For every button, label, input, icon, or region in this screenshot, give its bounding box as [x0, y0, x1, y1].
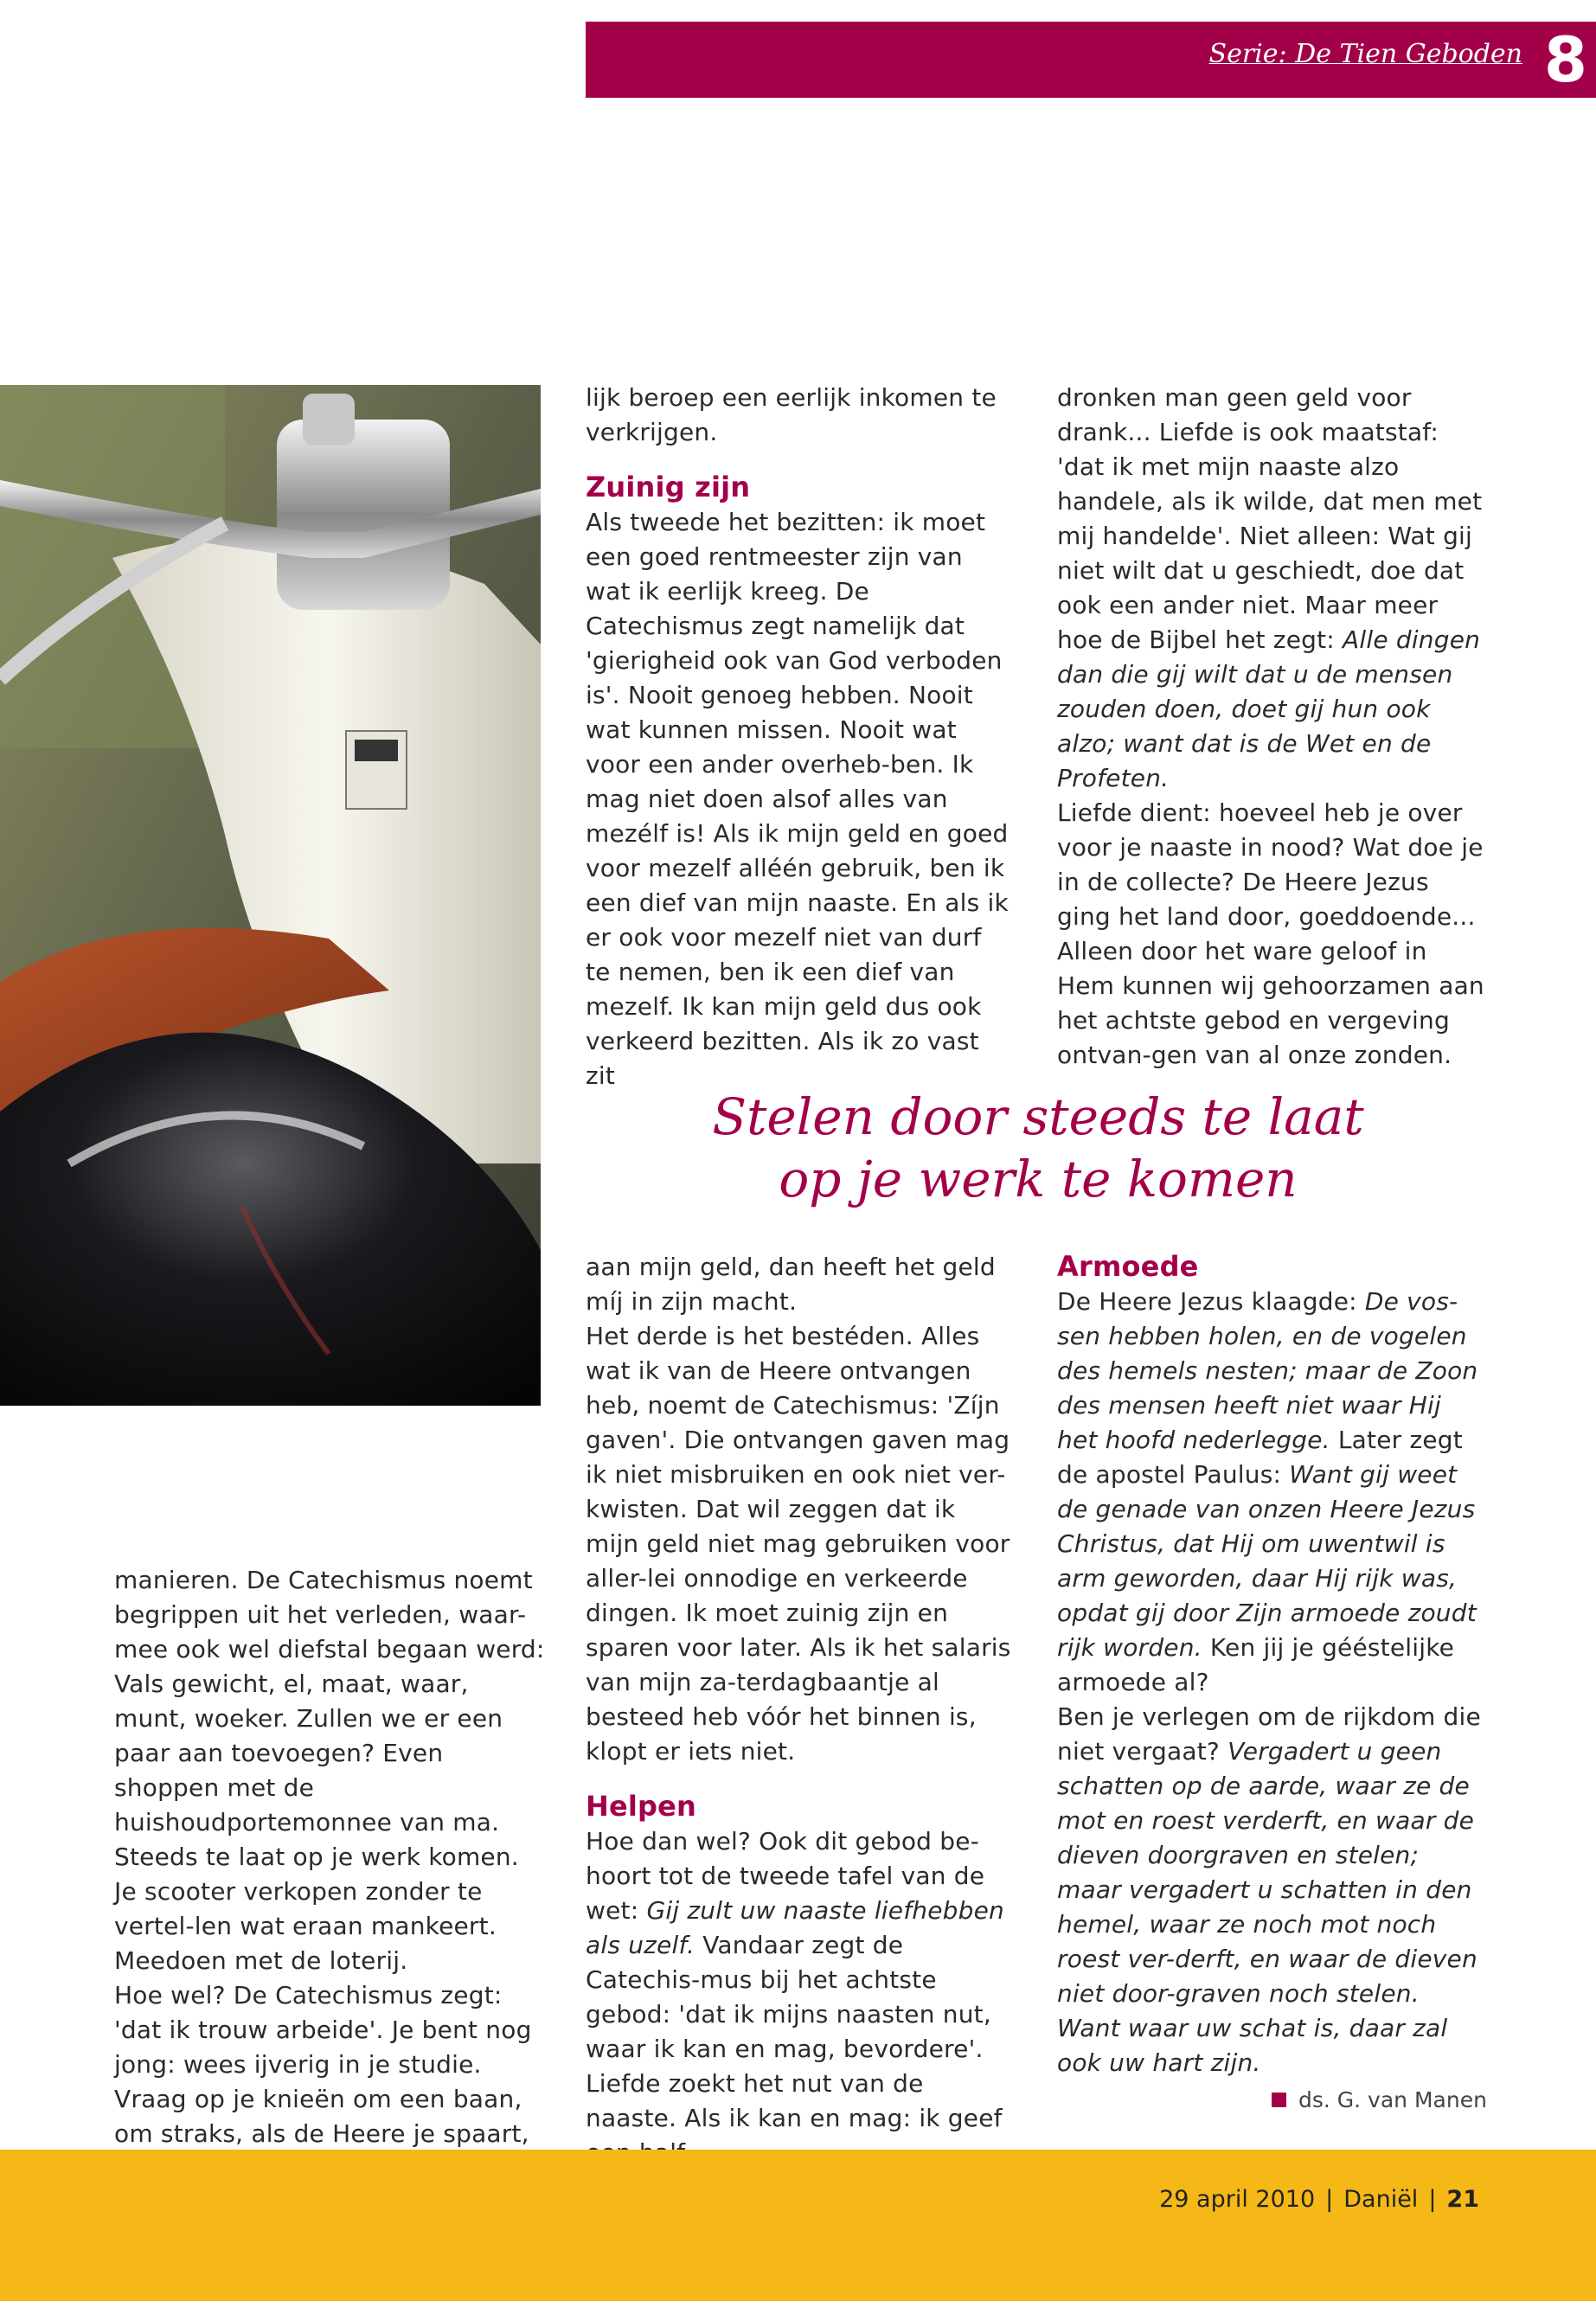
series-number: 8	[1543, 23, 1587, 96]
square-bullet-icon	[1272, 2093, 1286, 2107]
series-title: Serie: De Tien Geboden	[1208, 39, 1522, 69]
column-top-middle	[586, 381, 1014, 1093]
paragraph: manieren. De Catechismus noemt begrippen uit het verleden, waar-mee ook wel diefstal begaan werd: Vals gewicht, el, maat, waar, munt, woeker. Zullen we er een paar aan toevoegen? Even shoppen met de huishoudportemonnee van ma. Steeds te laat op je werk komen. Je scooter verkopen zonder te vertel-len wat eraan mankeert. Meedoen met de loterij.	[114, 1566, 545, 1975]
text-run: Ken jij je gééstelijke armoede al?	[1057, 1633, 1455, 1696]
separator: |	[1325, 2186, 1334, 2213]
pull-quote-line: Stelen door steeds te laat	[712, 1087, 1364, 1146]
paragraph: Liefde dient: hoeveel heb je over voor je naaste in nood? Wat doe je in de collecte? De Heere Jezus ging het land door, goeddoende... Alleen door het ware geloof in Hem kunnen wij gehoorzamen aan het achtste gebod en vergeving ontvan-gen van al onze zonden.	[1057, 798, 1484, 1069]
paragraph	[1057, 1285, 1485, 1700]
bible-quote: De vos-sen hebben holen, en de vogelen des hemels nesten; maar de Zoon des mensen heeft niet waar Hij het hoofd nederlegge.	[1057, 1287, 1478, 1454]
column-bottom-right	[1057, 1248, 1485, 2080]
paragraph: aan mijn geld, dan heeft het geld míj in zijn macht.	[586, 1253, 996, 1316]
paragraph: Hoe wel? De Catechismus zegt: 'dat ik trouw arbeide'. Je bent nog jong: wees ijverig in je studie. Vraag op je knieën om een baan, om straks, als de Heere je spaart,	[114, 1981, 532, 2148]
section-heading: Zuinig zijn	[586, 471, 751, 503]
section-heading: Armoede	[1057, 1250, 1199, 1283]
paragraph: Liefde zoekt het nut van de naaste. Als ik kan en mag: ik geef	[586, 2069, 1003, 2132]
footer-band	[0, 2150, 1596, 2301]
pull-quote-line: op je werk te komen	[779, 1150, 1298, 1208]
issue-date: 29 april 2010	[1159, 2186, 1316, 2213]
text-run: Hoe dan wel? Ook dit gebod be-hoort tot de tweede tafel van de wet:	[586, 1827, 985, 1925]
paragraph: lijk beroep een eerlijk inkomen te verkrijgen.	[586, 383, 997, 446]
text-run: De Heere Jezus klaagde:	[1057, 1287, 1365, 1316]
pull-quote	[692, 1086, 1384, 1210]
paragraph	[1057, 1700, 1485, 2080]
magazine-name: Daniël	[1343, 2186, 1419, 2213]
separator: |	[1428, 2186, 1437, 2213]
text-run: dronken man geen geld voor drank... Liefde is ook maatstaf: 'dat ik met mijn naaste alzo handele, als ik wilde, dat men met mij handelde'. Niet alleen: Wat gij niet wilt dat u geschiedt, doe dat ook een ander niet. Maar meer hoe de Bijbel het zegt:	[1057, 383, 1483, 654]
column-bottom-left	[114, 1563, 547, 2186]
author-name: ds. G. van Manen	[1298, 2087, 1487, 2112]
paragraph: Het derde is het bestéden. Alles wat ik van de Heere ontvangen heb, noemt de Catechismus: 'Zíjn gaven'. Die ontvangen gaven mag ik niet misbruiken en ook niet ver-kwisten. Dat wil zeggen dat ik mijn geld niet mag gebruiken voor aller-lei onnodige en verkeerde dingen. Ik moet zuinig zijn en sparen voor later. Als ik het salaris van mijn za-terdagbaantje al besteed heb vóór het binnen is, klopt er iets niet.	[586, 1322, 1011, 1766]
text-run: Later zegt de apostel Paulus:	[1057, 1426, 1463, 1489]
header-band	[586, 22, 1596, 98]
paragraph	[586, 1824, 1014, 2067]
footer-info	[1159, 2186, 1479, 2213]
column-bottom-middle	[586, 1250, 1014, 2170]
paragraph: Als tweede het bezitten: ik moet een goed rentmeester zijn van wat ik eerlijk kreeg. De Catechismus zegt namelijk dat 'gierigheid ook van God verboden is'. Nooit genoeg hebben. Nooit wat kunnen missen. Nooit wat voor een ander overheb-ben. Ik mag niet doen alsof alles van mezélf is! Als ik mijn geld en goed voor mezelf alléén gebruik, ben ik een dief van mijn naaste. En als ik er ook voor mezelf niet van durf te nemen, ben ik een dief van mezelf. Ik kan mijn geld dus ook verkeerd bezitten. Als ik zo vast zit	[586, 508, 1009, 1090]
scooter-photo	[0, 385, 541, 1406]
section-heading: Helpen	[586, 1790, 697, 1823]
bible-quote: Vergadert u geen schatten op de aarde, waar ze de mot en roest verderft, en waar de dieven doorgraven en stelen; maar vergadert u schatten in den hemel, waar ze noch mot noch roest ver-derft, en waar de dieven niet door-graven noch stelen. Want waar uw schat is, daar zal ook uw hart zijn.	[1057, 1737, 1477, 2077]
text-run: Vandaar zegt de Catechis-mus bij het achtste gebod: 'dat ik mijns naasten nut, waar ik kan en mag, bevordere'.	[586, 1931, 991, 2063]
author-credit	[1272, 2087, 1487, 2112]
page-number: 21	[1446, 2186, 1479, 2213]
paragraph	[1057, 381, 1485, 796]
bible-quote: Alle dingen dan die gij wilt dat u de mensen zouden doen, doet gij hun ook alzo; want dat is de Wet en de Profeten.	[1057, 625, 1481, 792]
bible-quote: Want gij weet de genade van onzen Heere Jezus Christus, dat Hij om uwentwil is arm geworden, daar Hij rijk was, opdat gij door Zijn armoede zoudt rijk worden.	[1057, 1460, 1477, 1662]
text-run: Ben je verlegen om de rijkdom die niet vergaat?	[1057, 1702, 1481, 1766]
bible-quote: Gij zult uw naaste liefhebben als uzelf.	[586, 1896, 1004, 1959]
column-top-right	[1057, 381, 1485, 1073]
